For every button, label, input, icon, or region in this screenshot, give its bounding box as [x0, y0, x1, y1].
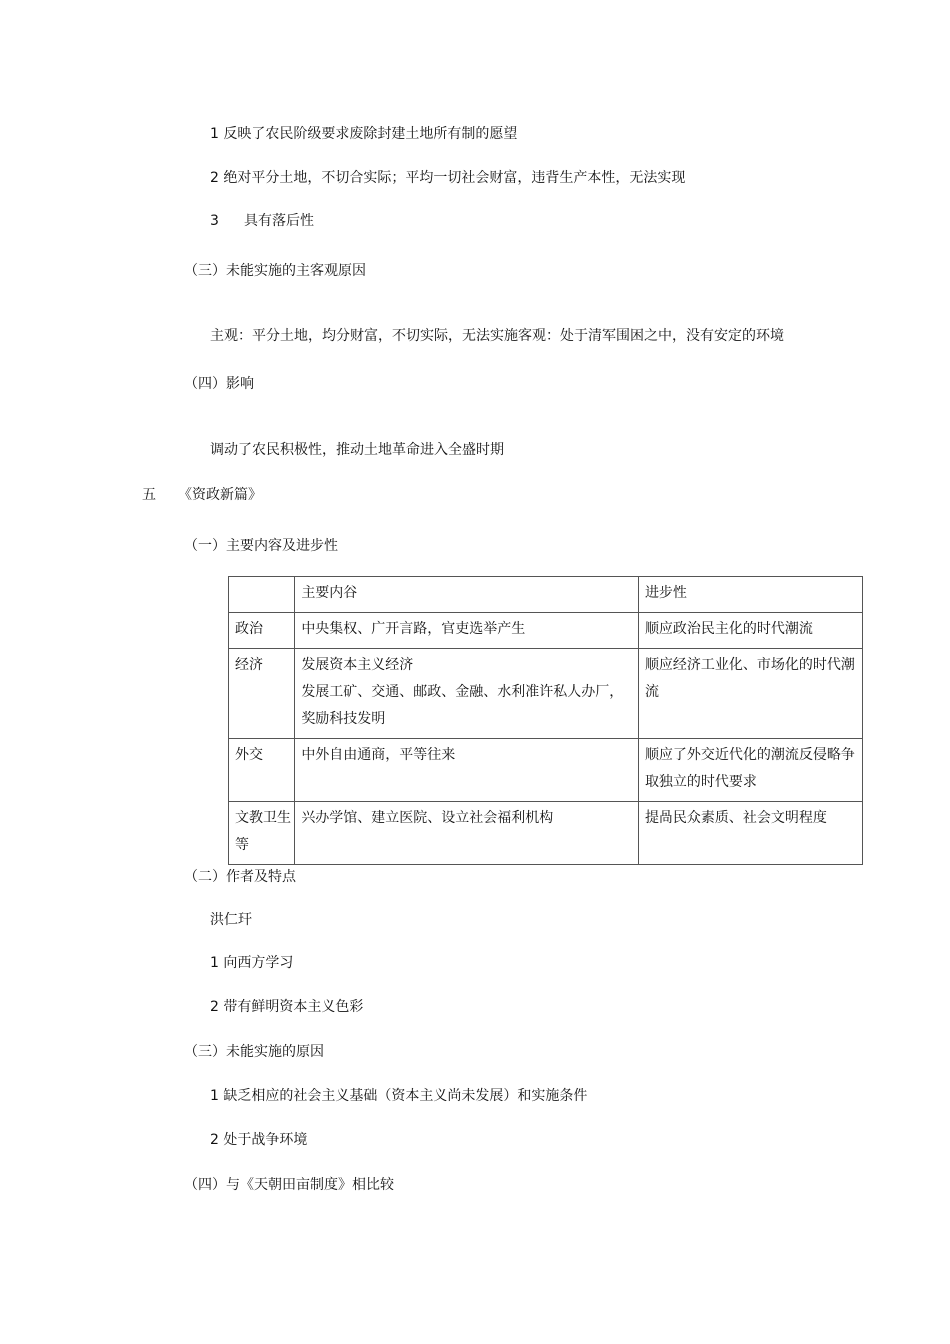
section-5-title	[142, 486, 262, 504]
table-cell-progress: 顺应政治民主化的时代潮流	[638, 613, 862, 649]
assessment-item-1: 1 反映了农民阶级要求废除封建土地所有制的愿望	[210, 126, 518, 142]
assessment-item-3	[210, 212, 314, 230]
heading-impact: （四）影响	[184, 376, 254, 392]
heading-content-progress: （一）主要内容及进步性	[184, 538, 338, 554]
table-cell-category: 外交	[229, 739, 295, 802]
table-cell-content: 中央集权、广开言路，官吏选举产生	[295, 613, 639, 649]
table-cell-content	[295, 649, 639, 739]
content-progress-table	[228, 576, 863, 865]
failure-reason-1: 1 缺乏相应的社会主义基础（资本主义尚未发展）和实施条件	[210, 1088, 588, 1104]
table-header-row	[229, 577, 863, 613]
heading-reasons: （三）未能实施的主客观原因	[184, 263, 366, 279]
table-cell-progress: 提咼民众素质、社会文明程度	[638, 802, 862, 865]
heading-failure: （三）未能实施的原因	[184, 1044, 324, 1060]
assessment-item-3-text: 具有落后性	[244, 213, 314, 229]
table-cell-category: 文教卫生等	[229, 802, 295, 865]
table-row	[229, 613, 863, 649]
impact-text: 调动了农民积极性，推动土地革命进入全盛时期	[210, 442, 504, 458]
table-cell-category: 政治	[229, 613, 295, 649]
table-cell-content: 兴办学馆、建立医院、设立社会福利机构	[295, 802, 639, 865]
heading-author: （二）作者及特点	[184, 869, 296, 885]
table-header-cell: 进步性	[638, 577, 862, 613]
table-cell-category: 经济	[229, 649, 295, 739]
table-cell-content: 中外自由通商，平等往来	[295, 739, 639, 802]
reasons-text: 主观：平分土地，均分财富，不切实际，无法实施客观：处于清军围困之中，没有安定的环境	[210, 328, 784, 344]
assessment-item-2: 2 绝对平分土地，不切合实际；平均一切社会财富，违背生产本性，无法实现	[210, 170, 686, 186]
table-header-cell: 主要内谷	[295, 577, 639, 613]
feature-item-2: 2 带有鲜明资本主义色彩	[210, 999, 364, 1015]
section-5-name: 《资政新篇》	[178, 487, 262, 503]
failure-reason-2: 2 处于战争环境	[210, 1132, 308, 1148]
table-row	[229, 739, 863, 802]
author-name: 洪仁玕	[210, 912, 252, 928]
table-cell-progress: 顺应了外交近代化的潮流反侵略争取独立的时代要求	[638, 739, 862, 802]
heading-comparison: （四）与《天朝田亩制度》相比较	[184, 1177, 394, 1193]
table-cell-content-line: 发展工矿、交通、邮政、金融、水利准许私人办厂，奖励科技发明	[301, 684, 624, 727]
table-cell-content-line: 发展资本主义经济	[301, 657, 414, 673]
table-row	[229, 802, 863, 865]
section-5-number: 五	[142, 487, 156, 503]
table-cell-progress: 顺应经济工业化、市场化的时代潮流	[638, 649, 862, 739]
feature-item-1: 1 向西方学习	[210, 955, 294, 971]
table-header-cell	[229, 577, 295, 613]
assessment-item-3-number: 3	[210, 213, 219, 229]
table-row	[229, 649, 863, 739]
